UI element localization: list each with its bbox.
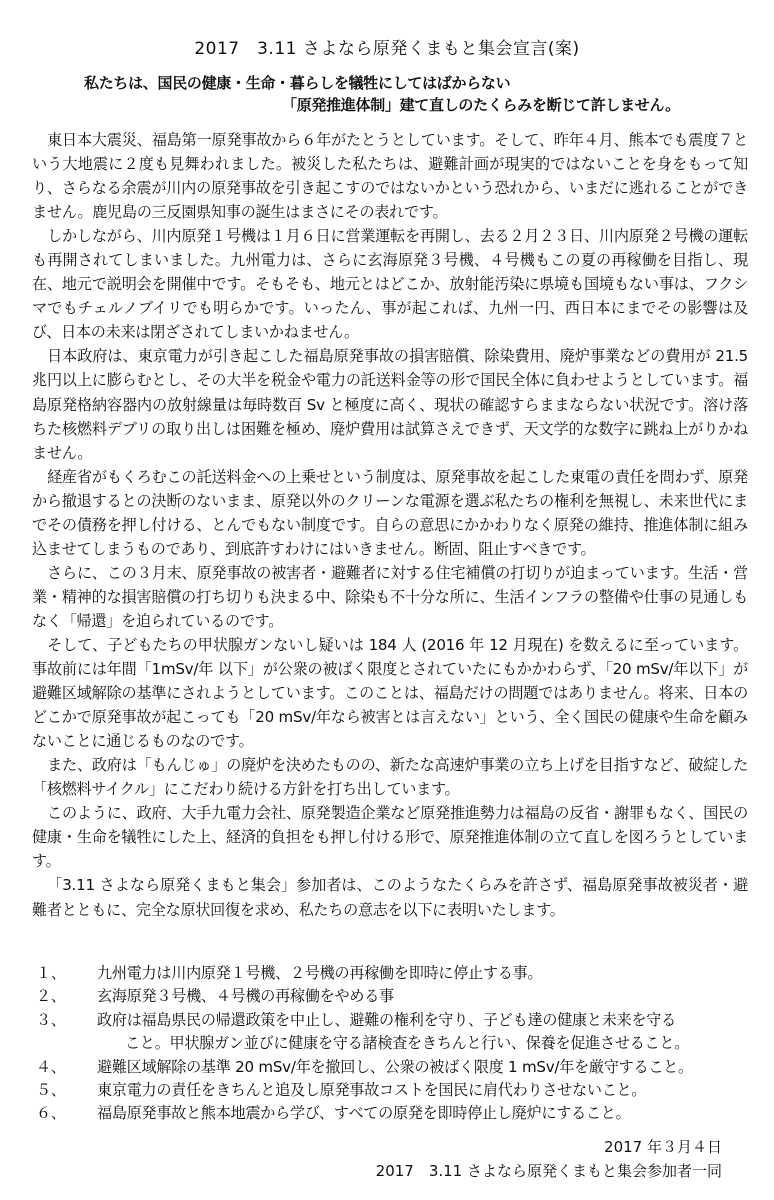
document-signer: 2017 3.11 さよなら原発くまもと集会参加者一同 bbox=[375, 1162, 722, 1180]
resolution-text-main: 東京電力の責任をきちんと追及し原発事故コストを国民に肩代わりさせないこと。 bbox=[97, 1081, 647, 1100]
body-paragraph: 経産省がもくろむこの託送料金への上乗せという制度は、原発事故を起こした東電の責任を問わず、原発から撤退するとの決断のないまま、原発以外のクリーンな電源を選ぶ私たちの権利を無視し、未来世代にまでその債務を押し付ける、とんでもない制度です。自らの意思にかかわりなく原発の維持、推進体制に組み込ませてしまうものであり、到底許すわけにはいきません。断固、阻止すべきです。 bbox=[32, 467, 748, 558]
resolution-text-main: 政府は福島県民の帰還政策を中止し、避難の権利を守り、子ども達の健康と未来を守る bbox=[97, 1010, 676, 1029]
resolution-number: ２、 bbox=[36, 987, 66, 1006]
resolution-text bbox=[97, 1009, 748, 1056]
resolution-number: １、 bbox=[36, 964, 66, 982]
document-date: 2017 年３月４日 bbox=[604, 1138, 722, 1156]
resolution-item bbox=[32, 1102, 748, 1125]
body-paragraph: 東日本大震災、福島第一原発事故から６年がたとうとしています。そして、昨年４月、熊本でも震度７という大地震に２度も見舞われました。被災した私たちは、避難計画が現実的ではないことを身をもって知り、さらなる余震が川内の原発事故を引き起こすのではないかという恐れから、いまだに逃れることができません。鹿児島の三反園県知事の誕生はまさにその表れです。 bbox=[32, 131, 748, 222]
subtitle-line-1: 私たちは、国民の健康・生命・暮らしを犠牲にしてはばからない bbox=[84, 74, 511, 92]
body-paragraph: 「3.11 さよなら原発くまもと集会」参加者は、このようなたくらみを許さず、福島原発事故被災者・避難者とともに、完全な原状回復を求め、私たちの意志を以下に表明いたします。 bbox=[32, 876, 748, 919]
resolution-text-continued: こと。甲状腺ガン並びに健康を守る諸検査をきちんと行い、保養を促進させること。 bbox=[125, 1034, 690, 1053]
resolution-text bbox=[97, 1056, 748, 1079]
subtitle-line-2: 「原発推進体制」建て直しのたくらみを断じて許しません。 bbox=[282, 96, 680, 114]
resolution-item bbox=[32, 962, 748, 985]
body-paragraph: このように、政府、大手九電力会社、原発製造企業など原発推進勢力は福島の反省・謝罪もなく、国民の健康・生命を犠牲にした上、経済的負担をも押し付ける形で、原発推進体制の立て直しを図ろうとしています。 bbox=[32, 804, 748, 871]
document-body bbox=[32, 128, 748, 922]
resolution-number: ３、 bbox=[36, 1010, 66, 1029]
body-paragraph: しかしながら、川内原発１号機は１月６日に営業運転を再開し、去る２月２３日、川内原発２号機の運転も再開されてしまいました。九州電力は、さらに玄海原発３号機、４号機もこの夏の再稼働を目指し、現在、地元で説明会を開催中です。そもそも、地元とはどこか、放射能汚染に県境も国境もない事は、フクシマでもチェルノブイリでも明らかです。いったん、事が起これば、九州一円、西日本にまでその影響は及び、日本の未来は閉ざされてしまいかねません。 bbox=[32, 227, 748, 342]
resolution-item bbox=[32, 1079, 748, 1102]
resolution-text bbox=[97, 985, 748, 1008]
resolution-item bbox=[32, 1009, 748, 1056]
resolution-item bbox=[32, 985, 748, 1008]
resolution-number: ４、 bbox=[36, 1057, 66, 1076]
document-title: 2017 3.11 さよなら原発くまもと集会宣言(案) bbox=[194, 39, 580, 59]
resolution-text-main: 避難区域解除の基準 20 mSv/年を撤回し、公衆の被ばく限度 1 mSv/年を厳守すること。 bbox=[97, 1057, 693, 1076]
body-paragraph: そして、子どもたちの甲状腺ガンないし疑いは 184 人 (2016 年 12 月現在) を数えるに至っています。事故前には年間「1mSv/年 以下」が公衆の被ばく限度とされていたにもかかわらず、「20 mSv/年以下」が避難区域解除の基準にされようとしています。このことは、福島だけの問題ではありません。将来、日本のどこかで原発事故が起こっても「20 mSv/年なら被害とは言えない」という、全く国民の健康や生命を顧みないことに通じるものなのです。 bbox=[32, 635, 748, 751]
resolution-text-main: 九州電力は川内原発１号機、２号機の再稼働を即時に停止する事。 bbox=[97, 964, 543, 982]
resolution-text bbox=[97, 962, 748, 985]
resolution-text bbox=[97, 1102, 748, 1125]
resolution-text-main: 福島原発事故と熊本地震から学び、すべての原発を即時停止し廃炉にすること。 bbox=[97, 1104, 631, 1123]
body-paragraph: 日本政府は、東京電力が引き起こした福島原発事故の損害賠償、除染費用、廃炉事業などの費用が 21.5 兆円以上に膨らむとし、その大半を税金や電力の託送料金等の形で国民全体に負わせようとしています。福島原発格納容器内の放射線量は毎時数百 Sv と極度に高く、現状の確認すらままならない状況です。溶け落ちた核燃料デブリの取り出しは困難を極め、廃炉費用は試算さえできず、天文学的な数字に跳ね上がりかねません。 bbox=[32, 347, 748, 462]
resolution-number: ６、 bbox=[36, 1104, 66, 1123]
resolution-item bbox=[32, 1056, 748, 1079]
document-subtitle bbox=[84, 72, 724, 116]
body-paragraph: さらに、この３月末、原発事故の被害者・避難者に対する住宅補償の打切りが迫まっています。生活・営業・精神的な損害賠償の打ち切りも決まる中、除染も不十分な所に、生活インフラの整備や仕事の見通しもなく「帰還」を迫られているのです。 bbox=[32, 563, 748, 630]
resolution-number: ５、 bbox=[36, 1081, 66, 1100]
body-paragraph: また、政府は「もんじゅ」の廃炉を決めたものの、新たな高速炉事業の立ち上げを目指すなど、破綻した「核燃料サイクル」にこだわり続ける方針を打ち出しています。 bbox=[32, 756, 748, 799]
resolution-list bbox=[32, 962, 748, 1126]
resolution-text-main: 玄海原発３号機、４号機の再稼働をやめる事 bbox=[97, 987, 394, 1006]
resolution-text bbox=[97, 1079, 748, 1102]
